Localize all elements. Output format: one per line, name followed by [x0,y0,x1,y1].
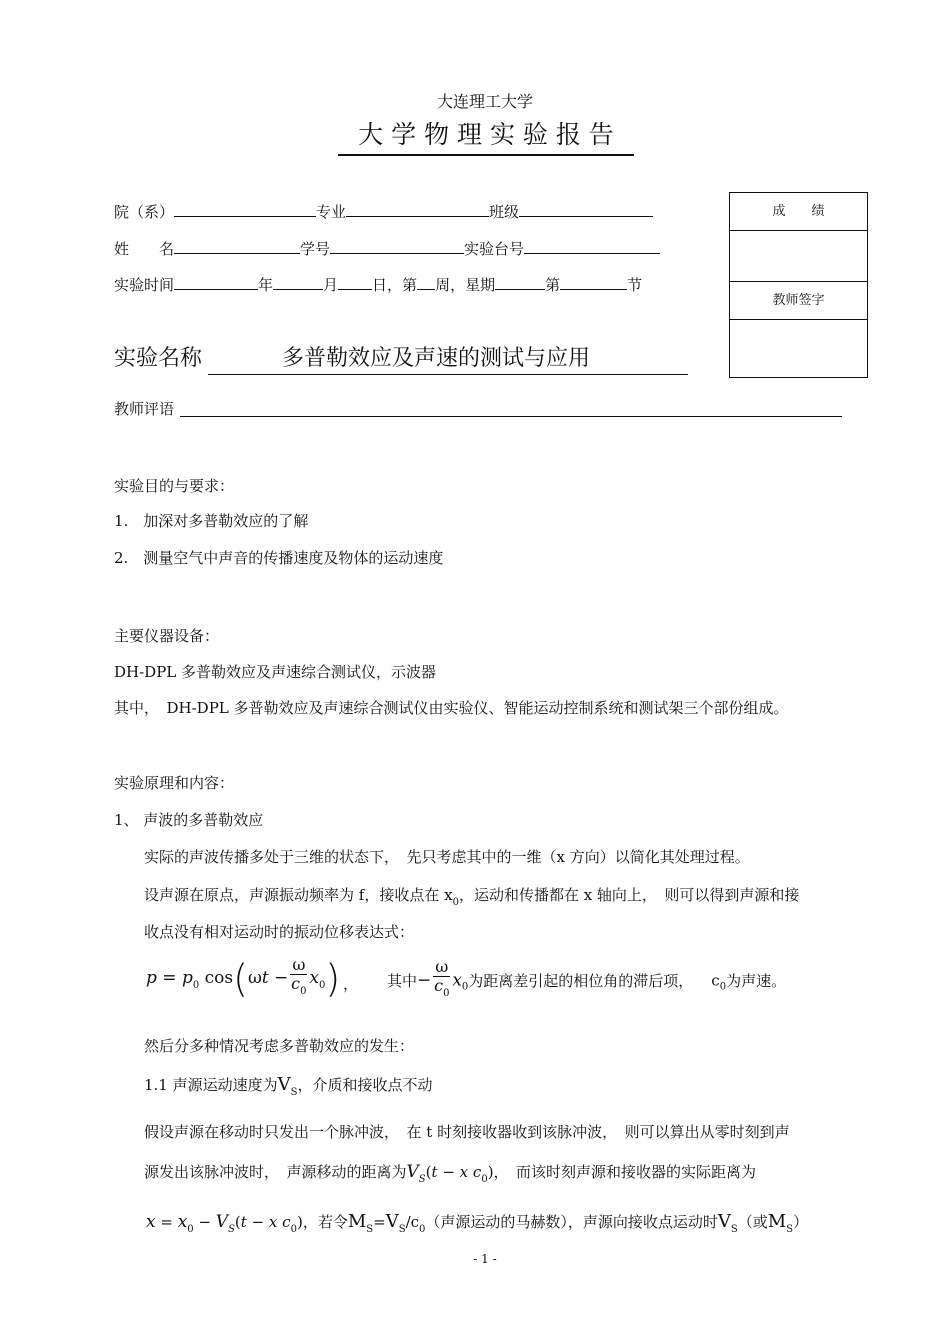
principle-heading: 实验原理和内容： [114,774,235,792]
time-label: 实验时间 [114,276,175,294]
paragraph-7-a: ，若令 [302,1213,348,1231]
equipment-heading: 主要仪器设备： [114,627,220,645]
equation-note-mid: 为距离差引起的相位角的滞后项， [468,972,694,990]
paragraph-3: 收点没有相对运动时的振动位移表达式： [144,923,415,941]
grade-box [729,192,868,378]
paragraph-2-b: ，运动和传播都在 x 轴向上， 则可以得到声源和接 [458,886,800,904]
paragraph-4: 然后分多种情况考虑多普勒效应的发生： [144,1037,415,1055]
paragraph-7-b: （声源运动的马赫数），声源向接收点运动时 [425,1213,718,1231]
student-id-field[interactable] [330,238,464,254]
comment-field[interactable] [180,397,842,417]
name-label: 姓 名 [114,240,175,258]
major-label: 专业 [316,203,347,221]
equation-note: 其中− $\frac{\omega}{c_0}$ $x_0$为距离差引起的相位角的滞后项， $c_0$为声速。 [387,958,786,1020]
period-suffix: 节 [627,276,643,294]
paragraph-7-d: ） [793,1213,809,1231]
form-row-time [114,274,642,295]
paragraph-2-a: 设声源在原点，声源振动频率为 f，接收点在 x [144,886,453,904]
subsection-1-1-a: 1.1 声源运动速度为 [144,1076,278,1094]
week-label: 周，星期 [435,276,496,294]
dept-field[interactable] [174,201,316,217]
signature-field[interactable] [730,320,867,377]
form-row-dept [114,201,653,222]
score-label: 成 绩 [730,193,867,231]
class-field[interactable] [519,201,653,217]
purpose-heading: 实验目的与要求： [114,477,235,495]
subsection-1-1-b: ，介质和接收点不动 [297,1076,433,1094]
month-field[interactable] [273,274,323,290]
paragraph-7-c: （或 [737,1213,768,1231]
subsection-1-1: 1.1 声源运动速度为$V_S$，介质和接收点不动 [144,1074,433,1098]
paragraph-7: $x = x_0 - V_S(t - x$ $c_0$)，若令$M_S=V_S/c_0$（声源运动的马赫数），声源向接收点运动时$V_S$（或$M_S$） [146,1211,809,1235]
equation-note-suffix: 为声速。 [726,972,787,990]
equipment-detail: 其中， DH-DPL 多普勒效应及声速综合测试仪由实验仪、智能运动控制系统和测试架三个部份组成。 [114,699,789,717]
dept-label: 院（系） [114,203,175,221]
report-title: 大 学 物 理 实 验 报 告 [338,118,634,156]
year-label: 年 [258,276,274,294]
paragraph-5: 假设声源在移动时只发出一个脉冲波， 在 t 时刻接收器收到该脉冲波， 则可以算出从零时刻到声 [144,1123,790,1141]
bench-field[interactable] [524,238,660,254]
equation-displacement: $p = p_0$ cos(ωt − $\frac{\omega}{c_0}$ $x_0$) [146,955,341,1001]
paragraph-6: 源发出该脉冲波时， 声源移动的距离为$V_S(t - x$ $c_0$)， 而该时刻声源和接收器的实际距离为 [144,1162,757,1185]
page-number: - 1 - [473,1252,497,1266]
name-field[interactable] [174,238,300,254]
form-row-name [114,238,660,259]
section-1-heading: 1、 声波的多普勒效应 [114,811,264,829]
experiment-name-label: 实验名称 [114,346,203,371]
period-field[interactable] [560,274,627,290]
year-field[interactable] [174,274,258,290]
score-field[interactable] [730,231,867,282]
paragraph-6-b: ， 而该时刻声源和接收器的实际距离为 [493,1163,757,1181]
period-prefix: 第 [545,276,561,294]
experiment-name-line [208,344,688,375]
day-field[interactable] [338,274,372,290]
university-name: 大连理工大学 [436,92,533,111]
equation-note-c0: c [711,971,720,990]
equation-note-prefix: 其中 [387,972,418,990]
fraction-omega-c0-note: $\frac{\omega}{c_0}$ [434,957,450,999]
fraction-omega-c0: $\frac{\omega}{c_0}$ [291,955,307,997]
equipment-line: DH-DPL 多普勒效应及声速综合测试仪，示波器 [114,663,437,681]
month-label: 月 [323,276,339,294]
purpose-item-1: 1. 加深对多普勒效应的了解 [114,512,309,530]
day-label: 日，第 [372,276,418,294]
paragraph-6-a: 源发出该脉冲波时， 声源移动的距离为 [144,1163,407,1181]
paragraph-2: 设声源在原点，声源振动频率为 f，接收点在 $x_0$，运动和传播都在 x 轴向上， 则可以得到声源和接 [144,886,800,908]
paragraph-1: 实际的声波传播多处于三维的状态下， 先只考虑其中的一维（x 方向）以简化其处理过程。 [144,848,750,866]
equation-comma: ， [343,975,359,993]
weekday-field[interactable] [495,274,545,290]
class-label: 班级 [489,203,520,221]
major-field[interactable] [346,201,489,217]
bench-label: 实验台号 [464,240,525,258]
signature-label: 教师签字 [730,282,867,320]
student-id-label: 学号 [300,240,331,258]
comment-label: 教师评语 [114,400,175,418]
experiment-name-value: 多普勒效应及声速的测试与应用 [282,346,591,371]
purpose-item-2: 2. 测量空气中声音的传播速度及物体的运动速度 [114,549,444,567]
week-field[interactable] [417,274,435,290]
